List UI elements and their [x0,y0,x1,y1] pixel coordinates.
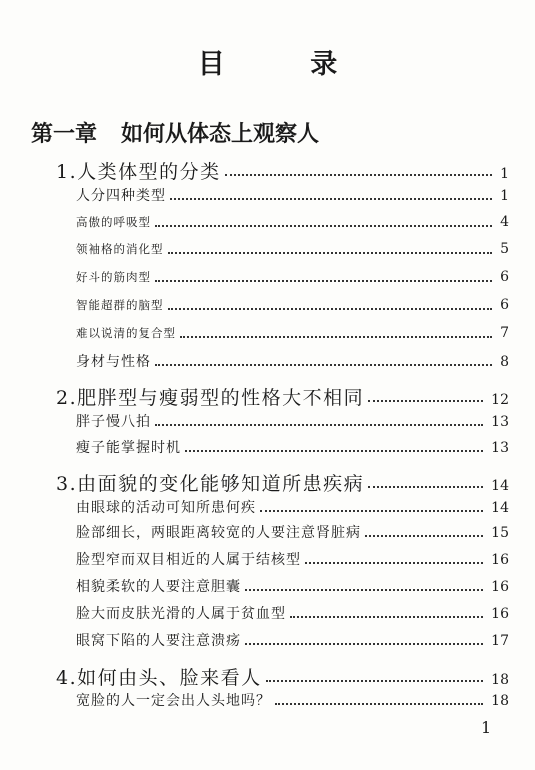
toc-entry-page: 15 [491,525,509,541]
toc-entry-title: 脸型窄而双目相近的人属于结核型 [76,552,301,568]
toc-entry[interactable] [56,663,509,690]
toc-entry-page: 18 [491,672,509,688]
toc-entry-title: 难以说清的复合型 [76,326,176,340]
toc-entry[interactable] [76,603,509,623]
toc-entry[interactable] [56,383,509,410]
toc-leader-dots [170,198,492,200]
toc-entry[interactable] [76,411,509,431]
toc-entry-page: 18 [491,693,509,709]
toc-entry-page: 6 [500,269,509,285]
toc-entry-page: 8 [500,354,509,370]
chapter-title: 如何从体态上观察人 [121,122,320,147]
toc-entry-title: 高傲的呼吸型 [76,215,151,229]
toc-entry-page: 4 [500,214,509,230]
toc-entry-page: 13 [491,440,509,456]
toc-entry-title: 智能超群的脑型 [76,298,164,312]
toc-leader-dots [225,174,492,176]
toc-leader-dots [368,400,483,402]
toc-entry-page: 14 [491,500,509,516]
toc-entry-page: 1 [500,166,509,182]
toc-entry[interactable] [76,214,509,230]
toc-entry[interactable] [56,469,509,496]
page-title: 目 录 [197,49,376,80]
toc-entry-page: 16 [491,552,509,568]
toc-entry-page: 17 [491,633,509,649]
toc-entry[interactable] [76,325,509,341]
toc-entry[interactable] [76,351,509,371]
toc-entry[interactable] [76,630,509,650]
toc-entry[interactable] [76,437,509,457]
toc-entry-title: 瘦子能掌握时机 [76,440,181,456]
toc-entry-title: 由眼球的活动可知所患何疾 [76,500,256,516]
toc-entry-title: 好斗的筋肉型 [76,270,151,284]
toc-entry-page: 7 [500,325,509,341]
toc-entry[interactable] [76,241,509,257]
toc-entry[interactable] [56,157,509,184]
toc-entry[interactable] [76,522,509,542]
toc-entry-page: 16 [491,606,509,622]
toc-entry[interactable] [76,576,509,596]
toc-leader-dots [305,562,483,564]
toc-entry-title: 领袖格的消化型 [76,242,164,256]
chapter-number: 第一章 [31,122,98,147]
toc-entry-title: 人分四种类型 [76,188,166,204]
toc-leader-dots [155,280,492,282]
page-number: 1 [481,718,492,737]
toc-entry[interactable] [76,185,509,205]
toc-entry-title: 1.人类体型的分类 [56,161,221,183]
toc-entry-title: 3.由面貌的变化能够知道所患疾病 [56,473,365,495]
toc-entry[interactable] [76,297,509,313]
toc-entry-page: 14 [491,478,509,494]
toc-leader-dots [155,364,492,366]
toc-entry-title: 2.肥胖型与瘦弱型的性格大不相同 [56,387,365,409]
toc-entry-page: 12 [491,392,509,408]
toc-leader-dots [368,486,483,488]
toc-leader-dots [168,308,493,310]
toc-entry[interactable] [76,549,509,569]
toc-entry-page: 6 [500,297,509,313]
toc-entry-page: 16 [491,579,509,595]
toc-entry-title: 宽脸的人一定会出人头地吗？ [76,693,271,709]
toc-leader-dots [266,680,484,682]
toc-leader-dots [260,510,483,512]
toc-leader-dots [168,252,493,254]
toc-entry-title: 胖子慢八拍 [76,414,151,430]
toc-entry-title: 相貌柔软的人要注意胆囊 [76,579,241,595]
toc-leader-dots [185,450,483,452]
toc-entry-title: 脸大而皮肤光滑的人属于贫血型 [76,606,286,622]
toc-leader-dots [275,703,483,705]
toc-entry-title: 身材与性格 [76,354,151,370]
toc-leader-dots [245,643,483,645]
toc-entry[interactable] [76,690,509,710]
toc-entry-page: 13 [491,414,509,430]
toc-entry-page: 1 [500,188,509,204]
toc-entry-page: 5 [500,241,509,257]
toc-entry[interactable] [76,269,509,285]
toc-leader-dots [290,616,483,618]
toc-entry-title: 4.如何由头、脸来看人 [56,667,262,689]
toc-entry[interactable] [76,497,509,517]
toc-leader-dots [155,225,492,227]
toc-entry-title: 脸部细长，两眼距离较宽的人要注意肾脏病 [76,525,361,541]
toc-leader-dots [180,336,492,338]
toc-entry-title: 眼窝下陷的人要注意溃疡 [76,633,241,649]
toc-leader-dots [365,535,483,537]
toc-leader-dots [155,424,483,426]
toc-leader-dots [245,589,483,591]
